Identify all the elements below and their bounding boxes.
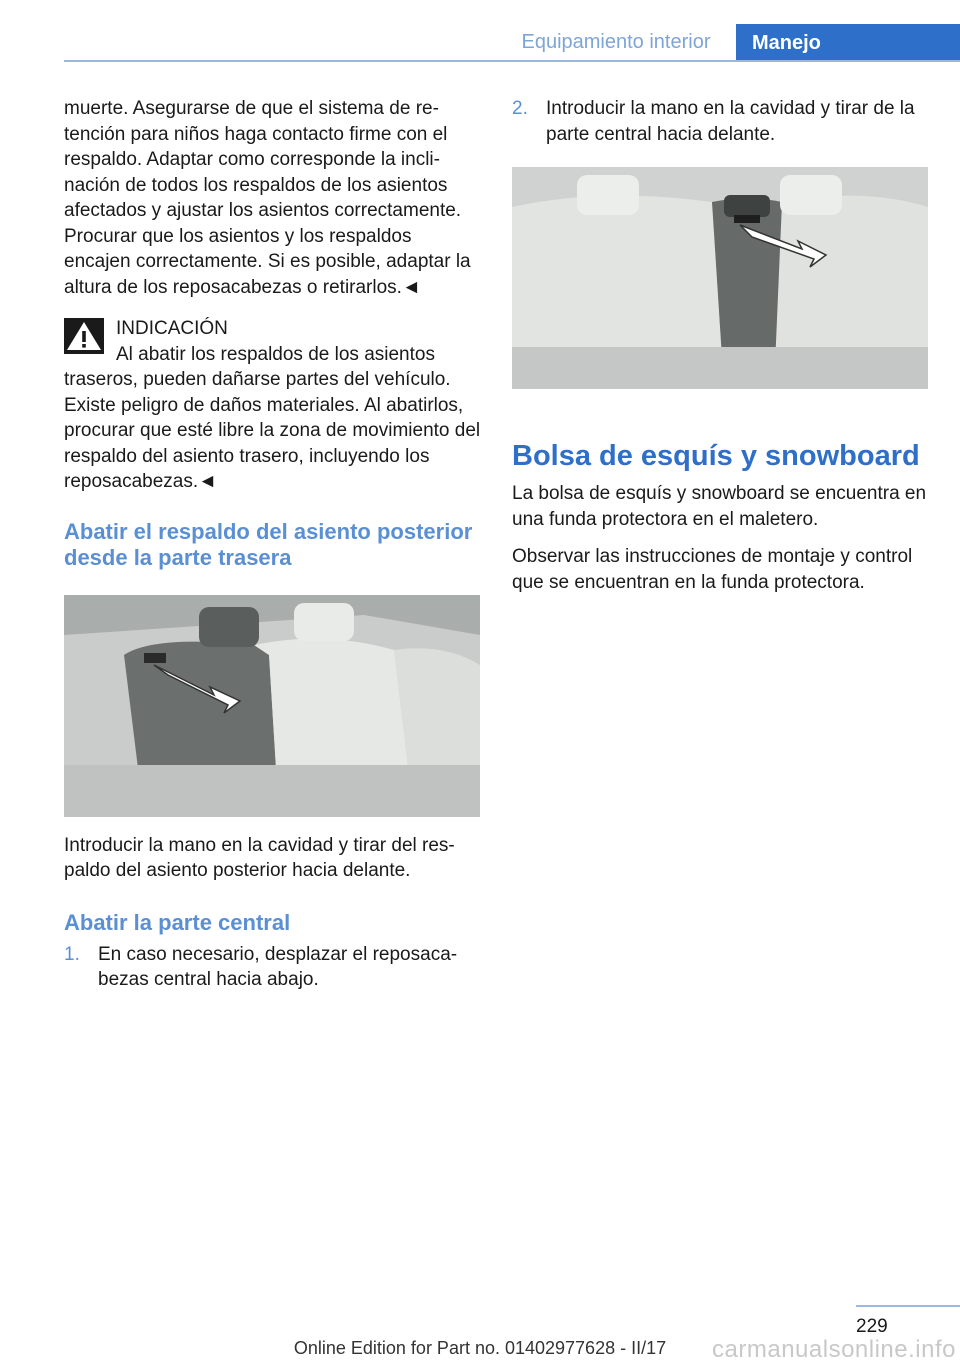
heading-center-fold: Abatir la parte central [64,909,291,935]
center-fold-steps-continued [512,96,930,147]
step-text: En caso necesario, desplazar el reposacabezas central hacia abajo. [98,943,458,990]
center-seat-illustration [512,167,928,389]
right-column [512,96,930,607]
header-rule [64,60,960,62]
rear-seat-illustration [64,595,480,817]
intro-paragraph: muerte. Asegurarse de que el sistema de retención para niños haga contacto firme con el respaldo. Adaptar como corresponde la inclinación de todos los respaldos de los asientos afectados y ajustar los asientos correctamente. Procurar que los asientos y los respaldos encajen correctamente. Si es posible, adaptar la altura de los reposacabezas o retirarlos.◄ [64,98,471,298]
footer-edition: Online Edition for Part no. 01402977628 - II/17 [293,1338,667,1358]
ski-bag-paragraph-1: La bolsa de esquís y snowboard se encuentra en una funda protectora en el maletero. [512,483,927,530]
step-number: 2. [512,98,528,119]
warning-triangle-icon [64,318,104,354]
watermark: carmanualsonline.info [712,1336,956,1363]
notice-title: INDICACIÓN [116,318,228,339]
page-header [0,24,960,62]
notice-first-line: Al abatir los respaldos de los asientos [116,343,435,365]
notice-box [64,316,482,495]
caption-rear-fold: Introducir la mano en la cavidad y tirar del respaldo del asiento posterior hacia delante. [64,834,455,881]
step-item [64,942,482,993]
ski-bag-paragraph-2: Observar las instrucciones de montaje y control que se encuentran en la funda protectora. [512,546,913,593]
rear-seat-figure [64,595,480,817]
page-number: 229 [856,1316,888,1337]
heading-rear-fold: Abatir el respaldo del asiento posterior desde la parte trasera [64,518,473,570]
notice-body: traseros, pueden dañarse partes del vehículo. Existe peligro de daños materiales. Al abatirlos, procurar que esté libre la zona de movimiento del respaldo del asiento trasero, incluyendo los reposacabezas.◄ [64,369,481,492]
header-section-title: Equipamiento interior [521,31,711,53]
center-fold-steps [64,942,482,993]
step-number: 1. [64,943,80,965]
header-chapter-tab[interactable]: Manejo [736,24,960,62]
step-text: Introducir la mano en la cavidad y tirar de la parte central hacia delante. [546,98,915,145]
left-column [64,96,482,993]
step-item [512,96,930,147]
center-seat-figure [512,167,928,389]
heading-ski-bag: Bolsa de esquís y snowboard [512,440,920,472]
footer-rule [856,1305,960,1307]
